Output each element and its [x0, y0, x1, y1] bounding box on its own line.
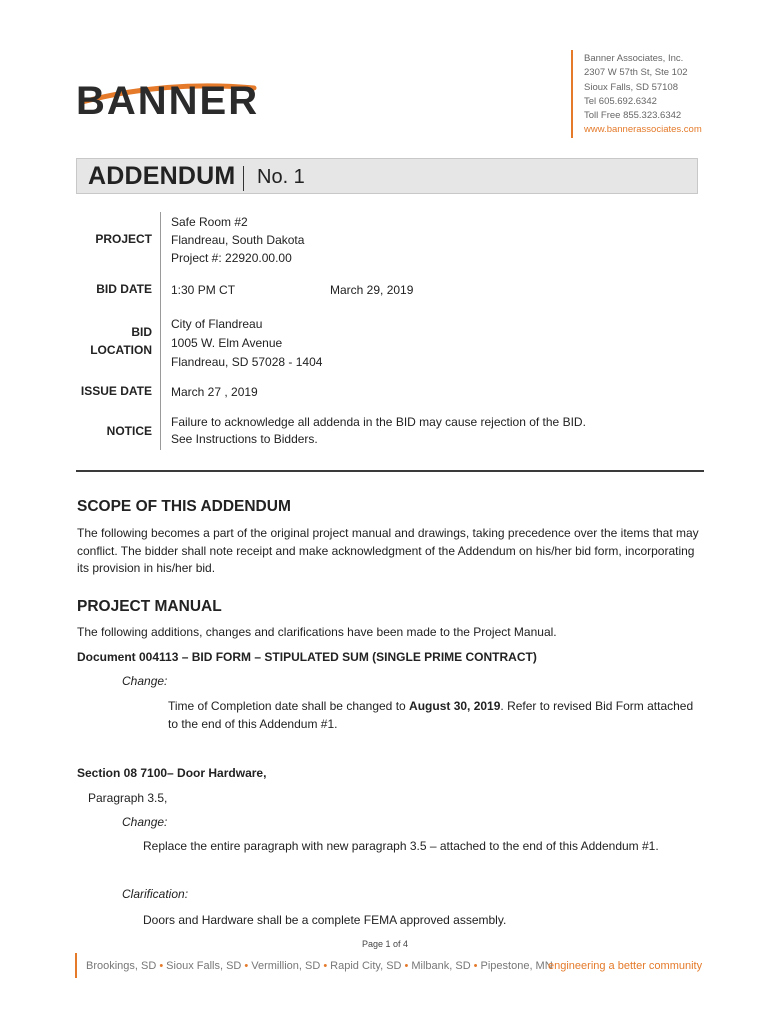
company-name: Banner Associates, Inc.	[584, 53, 684, 64]
contact-block	[584, 52, 702, 138]
addendum-number: No. 1	[257, 166, 305, 188]
footer-tagline: engineering a better community	[548, 960, 703, 972]
info-divider	[160, 212, 161, 450]
completion-date: August 30, 2019	[409, 699, 501, 713]
document-title: Document 004113 – BID FORM – STIPULATED SUM (SINGLE PRIME CONTRACT)	[77, 650, 537, 664]
company-toll-free: Toll Free 855.323.6342	[584, 110, 682, 122]
notice-line: See Instructions to Bidders.	[171, 432, 318, 446]
company-tel: Tel 605.692.6342	[584, 95, 657, 107]
footer-city: Brookings, SD	[86, 960, 157, 972]
change-1-line	[168, 698, 713, 716]
company-address: 2307 W 57th St, Ste 102	[584, 67, 688, 79]
logo-text: BANNER	[76, 79, 260, 118]
issue-date-label: ISSUE DATE	[80, 384, 152, 398]
bid-date: March 29, 2019	[330, 283, 414, 297]
notice-line: Failure to acknowledge all addenda in the BID may cause rejection of the BID.	[171, 415, 586, 429]
paragraph-ref: Paragraph 3.5,	[88, 791, 168, 805]
notice-value	[171, 414, 586, 448]
issue-date: March 27 , 2019	[171, 385, 258, 399]
bid-date-label: BID DATE	[96, 282, 152, 296]
manual-intro: The following additions, changes and clarifications have been made to the Project Manual.	[77, 625, 557, 639]
footer-city: Sioux Falls, SD	[166, 960, 242, 972]
footer-separator: •	[473, 960, 478, 972]
change-label: Change:	[122, 674, 168, 688]
project-label: PROJECT	[95, 232, 152, 246]
footer-city: Rapid City, SD	[330, 960, 402, 972]
scope-line: The following becomes a part of the original project manual and drawings, taking precedence over the items that may	[77, 526, 699, 540]
scope-heading: SCOPE OF THIS ADDENDUM	[77, 498, 291, 515]
change-1-post: . Refer to revised Bid Form attached	[500, 699, 694, 713]
bid-location-value	[171, 315, 322, 372]
change-1-text	[168, 698, 713, 733]
page-number: Page 1 of 4	[361, 939, 409, 949]
clarification-text: Doors and Hardware shall be a complete FEMA approved assembly.	[143, 913, 507, 927]
bid-time: 1:30 PM CT	[171, 283, 236, 297]
banner-logo	[76, 74, 321, 118]
change-2-label: Change:	[122, 815, 168, 829]
addendum-divider	[243, 166, 244, 191]
location-line: 1005 W. Elm Avenue	[171, 336, 283, 350]
location-line: City of Flandreau	[171, 317, 263, 331]
scope-paragraph	[77, 525, 717, 578]
banner-logo-graphic	[76, 74, 321, 118]
section-rule	[76, 470, 704, 472]
footer-accent-bar	[75, 953, 77, 978]
clarification-label: Clarification:	[122, 887, 189, 901]
notice-label: NOTICE	[106, 424, 152, 438]
bid-location-label-2: LOCATION	[90, 343, 152, 357]
footer-separator: •	[244, 960, 249, 972]
scope-line: conflict. The bidder shall note receipt and make acknowledgment of the Addendum on his/her bid form, incorporating	[77, 543, 695, 558]
change-1-line-2: to the end of this Addendum #1.	[168, 716, 338, 731]
manual-heading: PROJECT MANUAL	[77, 598, 222, 615]
project-line: Safe Room #2	[171, 215, 248, 229]
company-city: Sioux Falls, SD 57108	[584, 81, 678, 93]
footer-separator: •	[159, 960, 164, 972]
change-1-pre: Time of Completion date shall be changed to	[168, 699, 410, 713]
bid-location-label-1: BID	[131, 325, 152, 339]
addendum-title: ADDENDUM	[88, 162, 236, 190]
footer-city: Pipestone, MN	[480, 960, 553, 972]
footer-city: Milbank, SD	[411, 960, 471, 972]
footer-separator: •	[404, 960, 409, 972]
footer-city: Vermillion, SD	[251, 960, 321, 972]
change-2-text: Replace the entire paragraph with new paragraph 3.5 – attached to the end of this Addendum #1.	[143, 839, 659, 853]
footer-cities	[86, 960, 553, 972]
project-line: Project #: 22920.00.00	[171, 251, 292, 265]
scope-line: its provision in his/her bid.	[77, 561, 216, 575]
project-value	[171, 213, 304, 267]
section-title: Section 08 7100– Door Hardware,	[77, 766, 267, 780]
company-website-link[interactable]: www.bannerassociates.com	[584, 124, 702, 136]
location-line: Flandreau, SD 57028 - 1404	[171, 355, 323, 369]
project-line: Flandreau, South Dakota	[171, 233, 305, 247]
footer-separator: •	[323, 960, 328, 972]
contact-accent-bar	[571, 50, 573, 138]
